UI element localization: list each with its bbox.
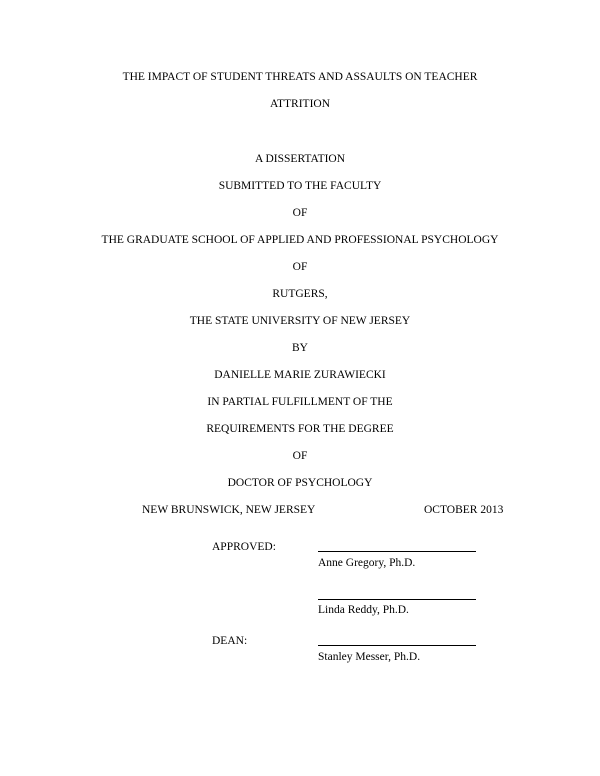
submission-line: SUBMITTED TO THE FACULTY [218, 180, 382, 192]
date: OCTOBER 2013 [424, 504, 504, 516]
connector-by: BY [292, 342, 308, 354]
university-full-name: THE STATE UNIVERSITY OF NEW JERSEY [189, 315, 411, 327]
signature-line [318, 599, 476, 600]
location: NEW BRUNSWICK, NEW JERSEY [142, 504, 316, 516]
connector-of: OF [292, 207, 308, 219]
requirements-line: REQUIREMENTS FOR THE DEGREE [206, 423, 394, 435]
dissertation-title-line-2: ATTRITION [269, 98, 331, 110]
author-name: DANIELLE MARIE ZURAWIECKI [214, 369, 386, 381]
degree-name: DOCTOR OF PSYCHOLOGY [227, 477, 373, 489]
signatory-name: Stanley Messer, Ph.D. [318, 651, 421, 663]
connector-of: OF [292, 261, 308, 273]
approved-label: APPROVED: [212, 541, 276, 553]
signatory-name: Anne Gregory, Ph.D. [318, 557, 416, 569]
connector-of: OF [292, 450, 308, 462]
graduate-school-name: THE GRADUATE SCHOOL OF APPLIED AND PROFESSIONAL PSYCHOLOGY [101, 234, 499, 246]
dean-label: DEAN: [212, 635, 248, 647]
fulfillment-line: IN PARTIAL FULFILLMENT OF THE [207, 396, 393, 408]
signatory-name: Linda Reddy, Ph.D. [318, 604, 409, 616]
document-type: A DISSERTATION [254, 153, 346, 165]
university-name: RUTGERS, [272, 288, 328, 300]
signature-line [318, 551, 476, 552]
signature-line [318, 645, 476, 646]
dissertation-title-line-1: THE IMPACT OF STUDENT THREATS AND ASSAULTS ON TEACHER [122, 71, 478, 83]
